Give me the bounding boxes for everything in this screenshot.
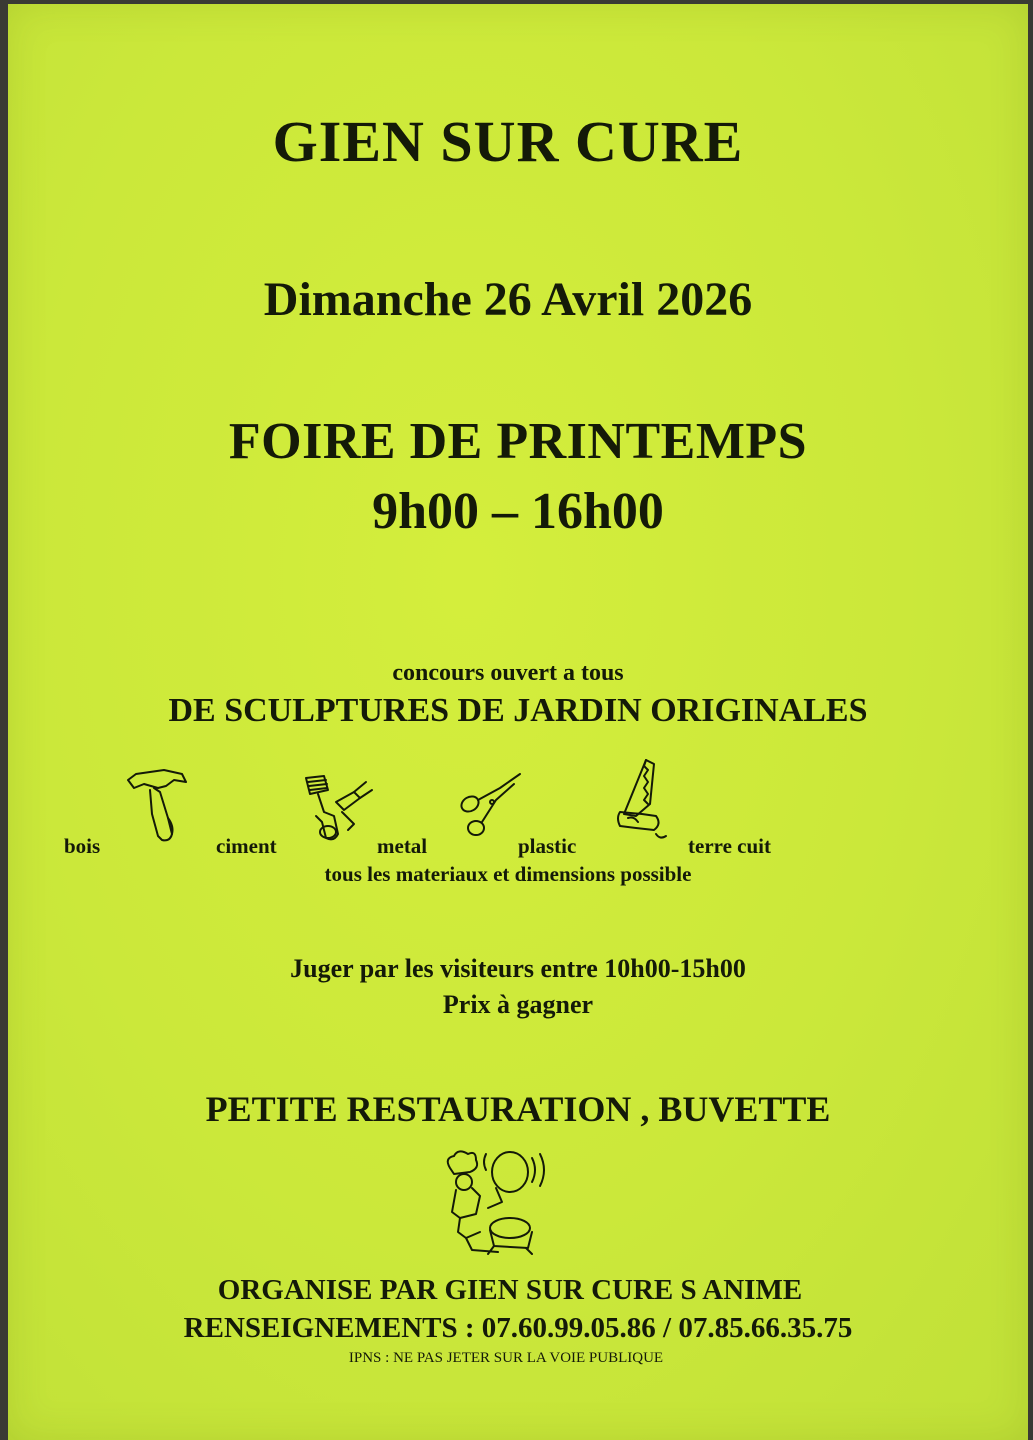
- hammer-icon: [124, 766, 194, 844]
- scissors-icon: [456, 770, 526, 842]
- prize-info: Prix à gagner: [442, 990, 594, 1019]
- material-label-metal: metal: [377, 834, 428, 858]
- material-label-terre-cuit: terre cuit: [688, 834, 771, 858]
- contact-info: RENSEIGNEMENTS : 07.60.99.05.86 / 07.85.66.35.75: [183, 1312, 853, 1344]
- contest-intro: concours ouvert a tous: [392, 660, 624, 686]
- event-date: Dimanche 26 Avril 2026: [263, 273, 753, 326]
- ipns-notice: IPNS : NE PAS JETER SUR LA VOIE PUBLIQUE: [348, 1350, 664, 1366]
- organizer-info: ORGANISE PAR GIEN SUR CURE S ANIME: [217, 1274, 803, 1306]
- food-drink-title: PETITE RESTAURATION , BUVETTE: [205, 1089, 831, 1129]
- paint-tools-icon: [298, 772, 378, 846]
- town-title: GIEN SUR CURE: [272, 109, 744, 174]
- event-hours: 9h00 – 16h00: [372, 483, 664, 540]
- material-label-ciment: ciment: [216, 834, 277, 858]
- materials-note: tous les materiaux et dimensions possible: [324, 862, 692, 886]
- cook-icon: [436, 1146, 556, 1258]
- event-title: FOIRE DE PRINTEMPS: [228, 413, 808, 470]
- judging-info: Juger par les visiteurs entre 10h00-15h00: [290, 954, 746, 983]
- poster-sheet: [8, 4, 1028, 1440]
- material-label-plastic: plastic: [518, 834, 577, 858]
- material-label-bois: bois: [64, 834, 101, 858]
- saw-icon: [612, 756, 678, 848]
- contest-title: DE SCULPTURES DE JARDIN ORIGINALES: [168, 692, 868, 729]
